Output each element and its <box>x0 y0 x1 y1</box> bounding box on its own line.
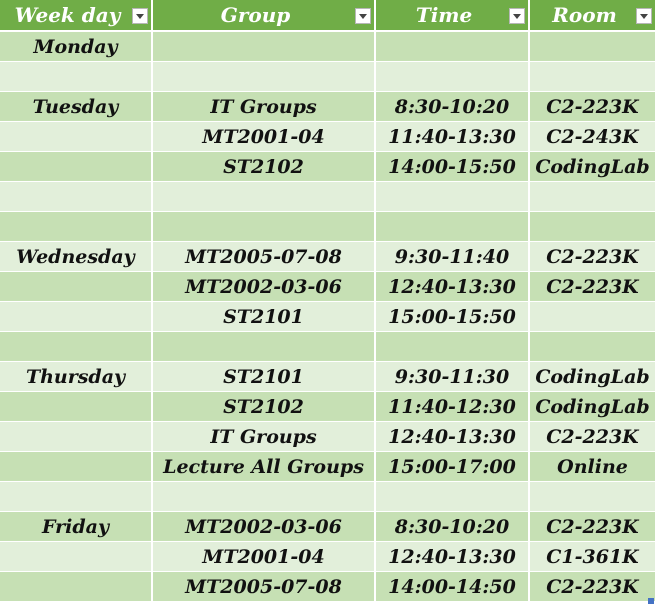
table-row <box>0 362 657 392</box>
chevron-down-icon <box>136 14 144 19</box>
day-cell[interactable] <box>0 542 153 572</box>
room-cell[interactable] <box>530 32 657 62</box>
day-cell[interactable] <box>0 392 153 422</box>
group-cell[interactable]: MT2002-03-06 <box>153 272 376 302</box>
chevron-down-icon <box>359 14 367 19</box>
table-row <box>0 62 657 92</box>
room-cell[interactable]: C1-361K <box>530 542 657 572</box>
time-cell[interactable]: 8:30-10:20 <box>376 92 530 122</box>
table-row <box>0 272 657 302</box>
time-cell[interactable] <box>376 32 530 62</box>
group-cell[interactable] <box>153 212 376 242</box>
group-cell[interactable]: MT2001-04 <box>153 542 376 572</box>
day-cell[interactable] <box>0 332 153 362</box>
header-label-time: Time <box>415 3 473 27</box>
group-cell[interactable]: IT Groups <box>153 422 376 452</box>
room-cell[interactable]: Online <box>530 452 657 482</box>
time-cell[interactable] <box>376 212 530 242</box>
day-cell[interactable]: Wednesday <box>0 242 153 272</box>
day-cell[interactable] <box>0 182 153 212</box>
room-cell[interactable]: C2-223K <box>530 92 657 122</box>
table-row <box>0 572 657 602</box>
header-label-group: Group <box>220 3 291 27</box>
room-cell[interactable] <box>530 482 657 512</box>
chevron-down-icon <box>640 14 648 19</box>
day-cell[interactable]: Tuesday <box>0 92 153 122</box>
table-row <box>0 542 657 572</box>
table-row <box>0 422 657 452</box>
time-cell[interactable] <box>376 332 530 362</box>
day-cell[interactable] <box>0 572 153 602</box>
table-row <box>0 212 657 242</box>
time-cell[interactable]: 11:40-12:30 <box>376 392 530 422</box>
table-row <box>0 32 657 62</box>
day-cell[interactable] <box>0 302 153 332</box>
table-row <box>0 122 657 152</box>
day-cell[interactable]: Friday <box>0 512 153 542</box>
group-cell[interactable] <box>153 482 376 512</box>
room-cell[interactable]: C2-223K <box>530 572 657 602</box>
chevron-down-icon <box>513 14 521 19</box>
table-row <box>0 182 657 212</box>
room-cell[interactable]: C2-223K <box>530 242 657 272</box>
room-cell[interactable]: CodingLab <box>530 152 657 182</box>
filter-dropdown-group[interactable] <box>355 8 371 24</box>
group-cell[interactable] <box>153 62 376 92</box>
header-row <box>0 0 657 32</box>
room-cell[interactable] <box>530 182 657 212</box>
time-cell[interactable]: 15:00-15:50 <box>376 302 530 332</box>
time-cell[interactable]: 9:30-11:40 <box>376 242 530 272</box>
group-cell[interactable]: ST2101 <box>153 302 376 332</box>
time-cell[interactable] <box>376 182 530 212</box>
group-cell[interactable] <box>153 32 376 62</box>
room-cell[interactable]: C2-223K <box>530 272 657 302</box>
table-row <box>0 152 657 182</box>
header-cell-time[interactable] <box>376 0 530 32</box>
group-cell[interactable]: ST2102 <box>153 392 376 422</box>
header-label-week-day: Week day <box>14 3 121 27</box>
header-cell-group[interactable] <box>153 0 376 32</box>
room-cell[interactable] <box>530 212 657 242</box>
table-row <box>0 392 657 422</box>
header-cell-room[interactable] <box>530 0 657 32</box>
time-cell[interactable] <box>376 62 530 92</box>
table-resize-handle[interactable] <box>648 598 654 604</box>
day-cell[interactable] <box>0 152 153 182</box>
table-row <box>0 92 657 122</box>
time-cell[interactable]: 15:00-17:00 <box>376 452 530 482</box>
table-row <box>0 302 657 332</box>
day-cell[interactable] <box>0 212 153 242</box>
group-cell[interactable]: MT2002-03-06 <box>153 512 376 542</box>
time-cell[interactable]: 8:30-10:20 <box>376 512 530 542</box>
group-cell[interactable]: MT2001-04 <box>153 122 376 152</box>
group-cell[interactable] <box>153 332 376 362</box>
group-cell[interactable] <box>153 182 376 212</box>
room-cell[interactable]: CodingLab <box>530 362 657 392</box>
time-cell[interactable]: 11:40-13:30 <box>376 122 530 152</box>
filter-dropdown-week-day[interactable] <box>132 8 148 24</box>
table-row <box>0 512 657 542</box>
time-cell[interactable]: 14:00-15:50 <box>376 152 530 182</box>
table-row <box>0 482 657 512</box>
day-cell[interactable] <box>0 272 153 302</box>
filter-dropdown-room[interactable] <box>636 8 652 24</box>
day-cell[interactable]: Thursday <box>0 362 153 392</box>
room-cell[interactable]: C2-223K <box>530 512 657 542</box>
room-cell[interactable] <box>530 332 657 362</box>
header-label-room: Room <box>552 3 617 27</box>
day-cell[interactable]: Monday <box>0 32 153 62</box>
day-cell[interactable] <box>0 62 153 92</box>
table-row <box>0 332 657 362</box>
room-cell[interactable] <box>530 62 657 92</box>
group-cell[interactable]: ST2101 <box>153 362 376 392</box>
time-cell[interactable] <box>376 482 530 512</box>
room-cell[interactable]: C2-223K <box>530 422 657 452</box>
group-cell[interactable]: MT2005-07-08 <box>153 572 376 602</box>
table-row <box>0 452 657 482</box>
filter-dropdown-time[interactable] <box>509 8 525 24</box>
header-cell-week-day[interactable] <box>0 0 153 32</box>
day-cell[interactable] <box>0 482 153 512</box>
group-cell[interactable]: Lecture All Groups <box>153 452 376 482</box>
day-cell[interactable] <box>0 452 153 482</box>
time-cell[interactable]: 9:30-11:30 <box>376 362 530 392</box>
time-cell[interactable]: 12:40-13:30 <box>376 422 530 452</box>
group-cell[interactable]: IT Groups <box>153 92 376 122</box>
room-cell[interactable]: C2-243K <box>530 122 657 152</box>
room-cell[interactable]: CodingLab <box>530 392 657 422</box>
group-cell[interactable]: MT2005-07-08 <box>153 242 376 272</box>
table-row <box>0 242 657 272</box>
day-cell[interactable] <box>0 122 153 152</box>
time-cell[interactable]: 12:40-13:30 <box>376 542 530 572</box>
room-cell[interactable] <box>530 302 657 332</box>
time-cell[interactable]: 14:00-14:50 <box>376 572 530 602</box>
time-cell[interactable]: 12:40-13:30 <box>376 272 530 302</box>
group-cell[interactable]: ST2102 <box>153 152 376 182</box>
day-cell[interactable] <box>0 422 153 452</box>
